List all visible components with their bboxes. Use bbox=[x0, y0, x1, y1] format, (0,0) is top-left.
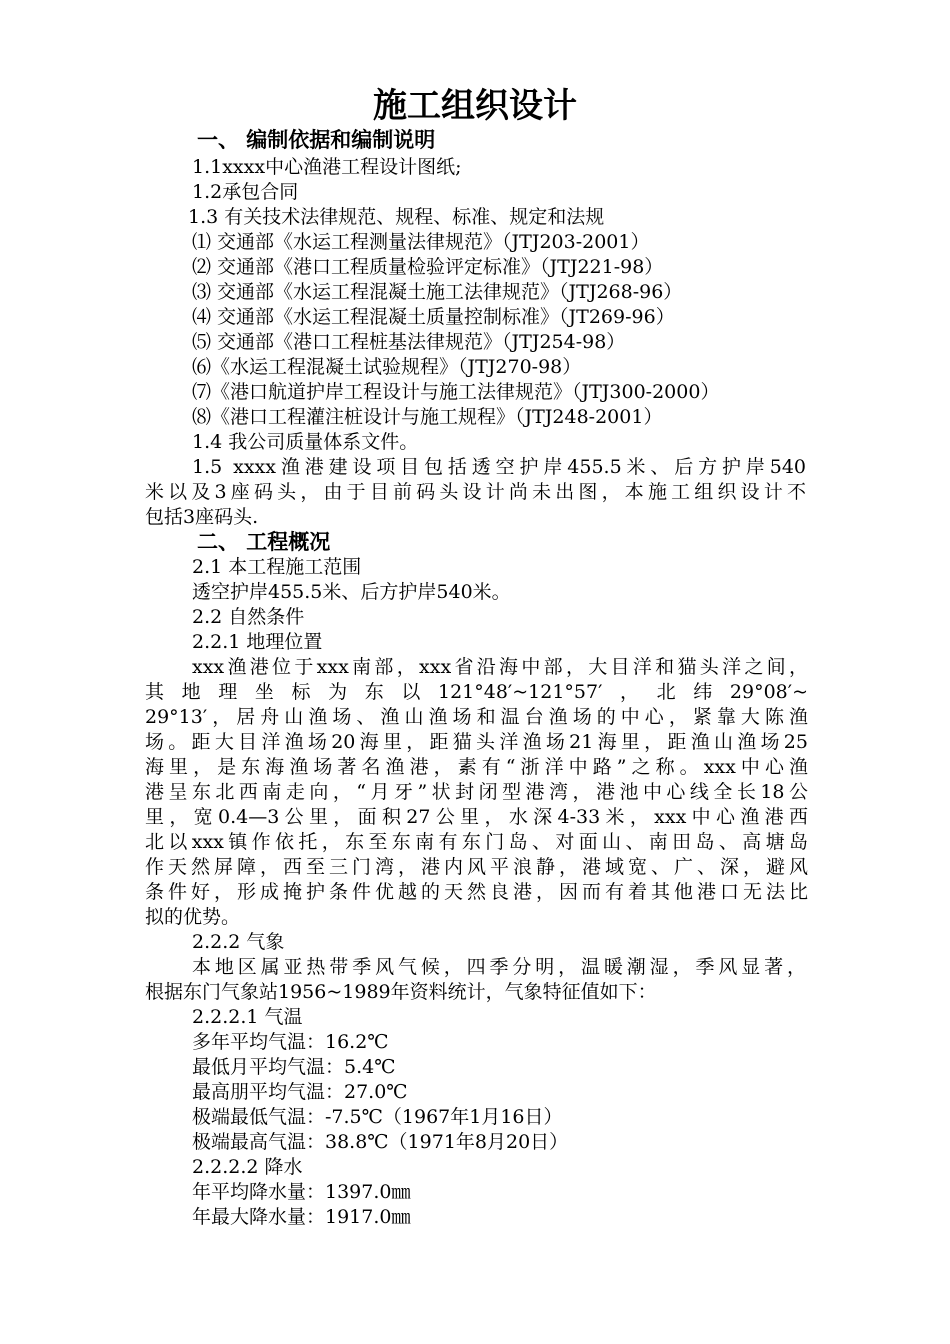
temperature-item: 极端最高气温：38.8℃（1971年8月20日） bbox=[192, 1131, 569, 1153]
geo-paragraph-line: 29°13′，居舟山渔场、渔山渔场和温台渔场的中心，紧靠大陈渔 bbox=[145, 706, 808, 728]
paragraph-1-5-line: 包括3座码头. bbox=[145, 506, 259, 528]
paragraph-2-2-2-2: 2.2.2.2 降水 bbox=[192, 1156, 303, 1178]
paragraph-1-5-line: 米以及3座码头，由于目前码头设计尚未出图，本施工组织设计不 bbox=[145, 481, 806, 503]
geo-paragraph-line: 里，宽0.4—3公里，面积27公里，水深4-33米，xxx中心渔港西 bbox=[145, 806, 808, 828]
rainfall-item: 年最大降水量：1917.0㎜ bbox=[192, 1206, 411, 1228]
paragraph-2-2-2: 2.2.2 气象 bbox=[192, 931, 285, 953]
section-heading-2: 二、 工程概况 bbox=[197, 530, 331, 554]
temperature-item: 最高朋平均气温：27.0℃ bbox=[192, 1081, 408, 1103]
reference-item: ⑻《港口工程灌注桩设计与施工规程》（JTJ248-2001） bbox=[192, 406, 663, 428]
climate-paragraph-line: 本地区属亚热带季风气候，四季分明，温暖潮湿，季风显著， bbox=[192, 956, 806, 978]
geo-paragraph-line: 拟的优势。 bbox=[145, 906, 241, 928]
geo-paragraph-line: xxx渔港位于xxx南部，xxx省沿海中部，大目洋和猫头洋之间， bbox=[192, 656, 808, 678]
document-title: 施工组织设计 bbox=[373, 86, 577, 126]
paragraph-2-2-2-1: 2.2.2.1 气温 bbox=[192, 1006, 303, 1028]
geo-paragraph-line: 条件好，形成掩护条件优越的天然良港，因而有着其他港口无法比 bbox=[145, 881, 808, 903]
reference-item: ⑹《水运工程混凝土试验规程》（JTJ270-98） bbox=[192, 356, 582, 378]
geo-paragraph-line: 北以xxx镇作依托，东至东南有东门岛、对面山、南田岛、高塘岛 bbox=[145, 831, 808, 853]
geo-paragraph-line: 海里，是东海渔场著名渔港，素有“浙洋中路”之称。xxx中心渔 bbox=[145, 756, 808, 778]
paragraph-1-5-line: 1.5 xxxx渔港建设项目包括透空护岸455.5米、后方护岸540 bbox=[192, 456, 806, 478]
temperature-item: 最低月平均气温：5.4℃ bbox=[192, 1056, 396, 1078]
reference-item: ⑶ 交通部《水运工程混凝土施工法律规范》（JTJ268-96） bbox=[192, 281, 683, 303]
paragraph-1-2: 1.2承包合同 bbox=[192, 181, 299, 203]
paragraph-1-1: 1.1xxxx中心渔港工程设计图纸; bbox=[192, 156, 462, 178]
reference-item: ⑸ 交通部《港口工程桩基法律规范》（JTJ254-98） bbox=[192, 331, 626, 353]
paragraph-1-4: 1.4 我公司质量体系文件。 bbox=[192, 431, 419, 453]
temperature-item: 极端最低气温：-7.5℃（1967年1月16日） bbox=[192, 1106, 563, 1128]
rainfall-item: 年平均降水量：1397.0㎜ bbox=[192, 1181, 411, 1203]
reference-item: ⑺《港口航道护岸工程设计与施工法律规范》（JTJ300-2000） bbox=[192, 381, 720, 403]
geo-paragraph-line: 其地理坐标为东以121°48′~121°57′，北纬29°08′~ bbox=[145, 681, 808, 703]
paragraph-1-3: 1.3 有关技术法律规范、规程、标准、规定和法规 bbox=[188, 206, 605, 228]
climate-paragraph-line: 根据东门气象站1956~1989年资料统计，气象特征值如下： bbox=[145, 981, 657, 1003]
geo-paragraph-line: 港呈东北西南走向，“月牙”状封闭型港湾，港池中心线全长18公 bbox=[145, 781, 808, 803]
temperature-item: 多年平均气温：16.2℃ bbox=[192, 1031, 389, 1053]
paragraph-2-1: 2.1 本工程施工范围 bbox=[192, 556, 362, 578]
reference-item: ⑷ 交通部《水运工程混凝土质量控制标准》（JT269-96） bbox=[192, 306, 675, 328]
paragraph-2-2: 2.2 自然条件 bbox=[192, 606, 305, 628]
paragraph-2-1-text: 透空护岸455.5米、后方护岸540米。 bbox=[192, 581, 511, 603]
geo-paragraph-line: 作天然屏障，西至三门湾，港内风平浪静，港域宽、广、深，避风 bbox=[145, 856, 808, 878]
section-heading-1: 一、 编制依据和编制说明 bbox=[197, 128, 436, 152]
reference-item: ⑵ 交通部《港口工程质量检验评定标准》（JTJ221-98） bbox=[192, 256, 664, 278]
geo-paragraph-line: 场。距大目洋渔场20海里，距猫头洋渔场21海里，距渔山渔场25 bbox=[145, 731, 808, 753]
paragraph-2-2-1: 2.2.1 地理位置 bbox=[192, 631, 323, 653]
reference-item: ⑴ 交通部《水运工程测量法律规范》（JTJ203-2001） bbox=[192, 231, 650, 253]
